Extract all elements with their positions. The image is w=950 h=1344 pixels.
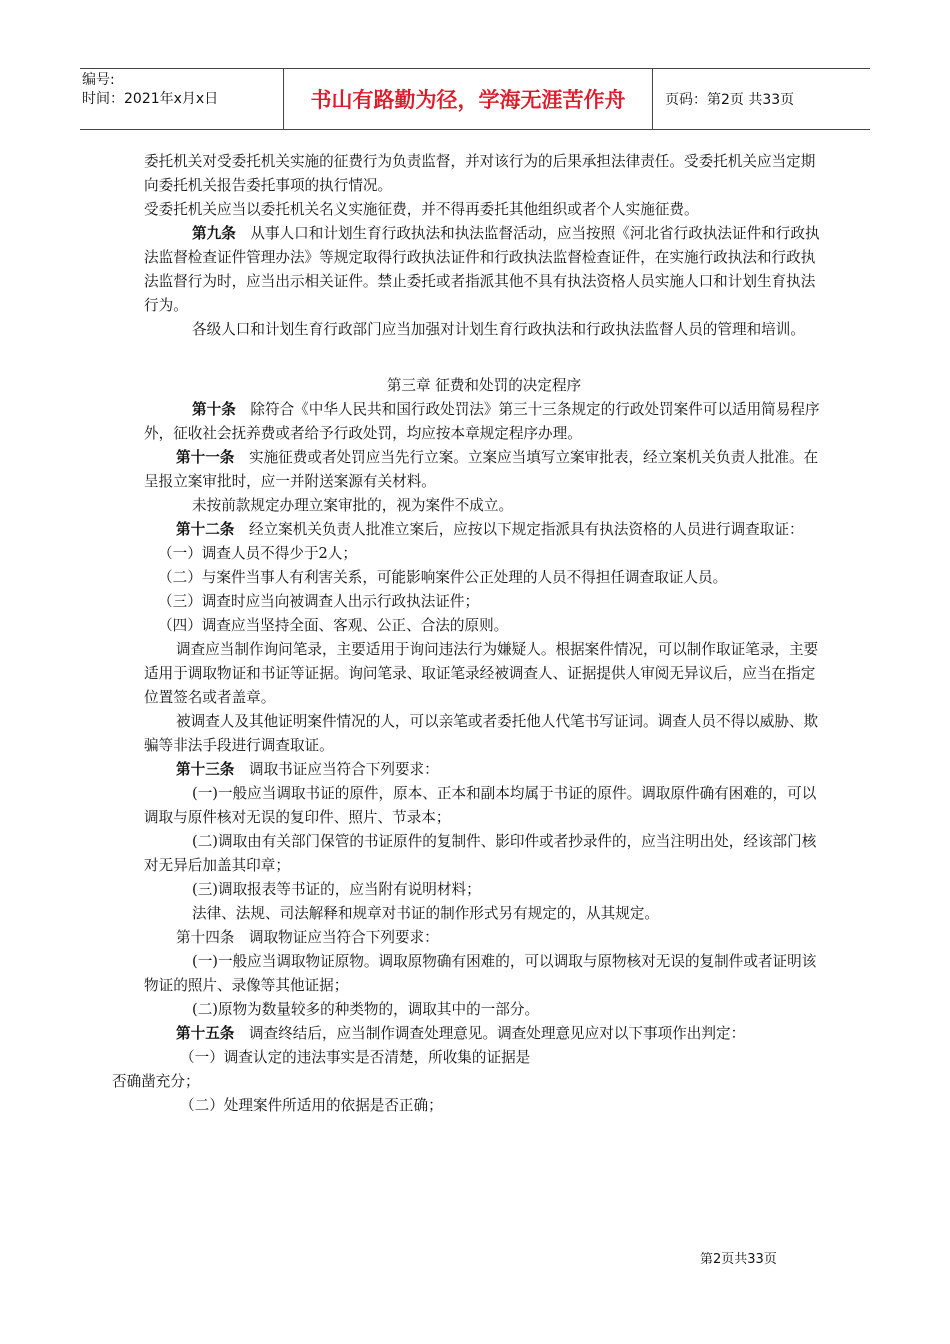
list-item: （二）与案件当事人有利害关系，可能影响案件公正处理的人员不得担任调查取证人员。 [158, 569, 728, 586]
article-text: 实施征费或者处罚应当先行立案。立案应当填写立案审批表，经立案机关负责人批准。在呈报立案审批时，应一并附送案源有关材料。 [144, 449, 819, 490]
list-item: （一）调查人员不得少于2人； [158, 545, 358, 562]
list-item: （三）调查时应当向被调查人出示行政执法证件； [158, 593, 480, 610]
paragraph: 各级人口和计划生育行政部门应当加强对计划生育行政执法和行政执法监督人员的管理和培训。 [192, 321, 805, 338]
article-heading: 第十条 [192, 401, 236, 418]
header-motto: 书山有路勤为径，学海无涯苦作舟 [284, 69, 653, 129]
number-label: 编号: [82, 72, 115, 88]
article-heading: 第九条 [192, 225, 236, 242]
article-14: 第十四条 调取物证应当符合下列要求： [176, 929, 439, 946]
chapter-title: 第三章 征费和处罚的决定程序 [386, 377, 582, 394]
list-item: (二)原物为数量较多的种类物的，调取其中的一部分。 [192, 1001, 540, 1018]
paragraph: 受委托机关应当以委托机关名义实施征费，并不得再委托其他组织或者个人实施征费。 [144, 201, 699, 218]
article-text: 调查终结后，应当制作调查处理意见。调查处理意见应对以下事项作出判定： [234, 1025, 746, 1042]
paragraph: 调查应当制作询问笔录，主要适用于询问违法行为嫌疑人。根据案件情况，可以制作取证笔录，主要适用于调取物证和书证等证据。询问笔录、取证笔录经被调查人、证据提供人审阅无异议后，应当在指定位置签名或者盖章。 [144, 641, 819, 706]
list-item: （四）调查应当坚持全面、客观、公正、合法的原则。 [158, 617, 509, 634]
page-header [80, 68, 870, 130]
paragraph: 法律、法规、司法解释和规章对书证的制作形式另有规定的，从其规定。 [192, 905, 660, 922]
list-item: （二）处理案件所适用的依据是否正确； [180, 1097, 443, 1114]
article-15 [144, 1022, 824, 1046]
list-item: （一）调查认定的违法事实是否清楚，所收集的证据是 [180, 1049, 531, 1066]
header-page-number: 页码：第2页 共33页 [665, 92, 795, 108]
article-heading: 第十一条 [176, 449, 235, 466]
document-body [112, 150, 824, 1118]
article-11 [144, 446, 824, 494]
article-13 [144, 758, 824, 782]
list-item: (一)一般应当调取物证原物。调取原物确有困难的，可以调取与原物核对无误的复制件或者证明该物证的照片、录像等其他证据； [144, 953, 817, 994]
paragraph: 委托机关对受委托机关实施的征费行为负责监督，并对该行为的后果承担法律责任。受委托机关应当定期向委托机关报告委托事项的执行情况。 [144, 153, 816, 194]
paragraph: 未按前款规定办理立案审批的，视为案件不成立。 [192, 497, 514, 514]
article-heading: 第十五条 [176, 1025, 235, 1042]
article-12 [144, 518, 824, 542]
list-item: (二)调取由有关部门保管的书证原件的复制件、影印件或者抄录件的，应当注明出处，经该部门核对无异后加盖其印章； [144, 833, 817, 874]
article-heading: 第十二条 [176, 521, 235, 538]
article-text: 经立案机关负责人批准立案后，应按以下规定指派具有执法资格的人员进行调查取证： [234, 521, 804, 538]
article-text: 调取书证应当符合下列要求： [234, 761, 439, 778]
list-item: (三)调取报表等书证的，应当附有说明材料； [192, 881, 481, 898]
article-text: 除符合《中华人民共和国行政处罚法》第三十三条规定的行政处罚案件可以适用简易程序外，征收社会抚养费或者给予行政处罚，均应按本章规定程序办理。 [144, 401, 820, 442]
paragraph: 否确凿充分； [112, 1073, 200, 1090]
page-footer: 第2页共33页 [700, 1252, 777, 1267]
header-meta [80, 69, 284, 129]
article-10 [144, 398, 824, 446]
article-9 [144, 222, 824, 318]
list-item: (一)一般应当调取书证的原件，原本、正本和副本均属于书证的原件。调取原件确有困难的，可以调取与原件核对无误的复印件、照片、节录本； [144, 785, 817, 826]
time-label: 时间：2021年x月x日 [82, 91, 219, 107]
article-heading: 第十三条 [176, 761, 235, 778]
article-text: 从事人口和计划生育行政执法和执法监督活动，应当按照《河北省行政执法证件和行政执法监督检查证件管理办法》等规定取得行政执法证件和行政执法监督检查证件，在实施行政执法和行政执法监督行为时，应当出示相关证件。禁止委托或者指派其他不具有执法资格人员实施人口和计划生育执法行为。 [144, 225, 820, 314]
paragraph: 被调查人及其他证明案件情况的人，可以亲笔或者委托他人代笔书写证词。调查人员不得以威胁、欺骗等非法手段进行调查取证。 [144, 713, 819, 754]
